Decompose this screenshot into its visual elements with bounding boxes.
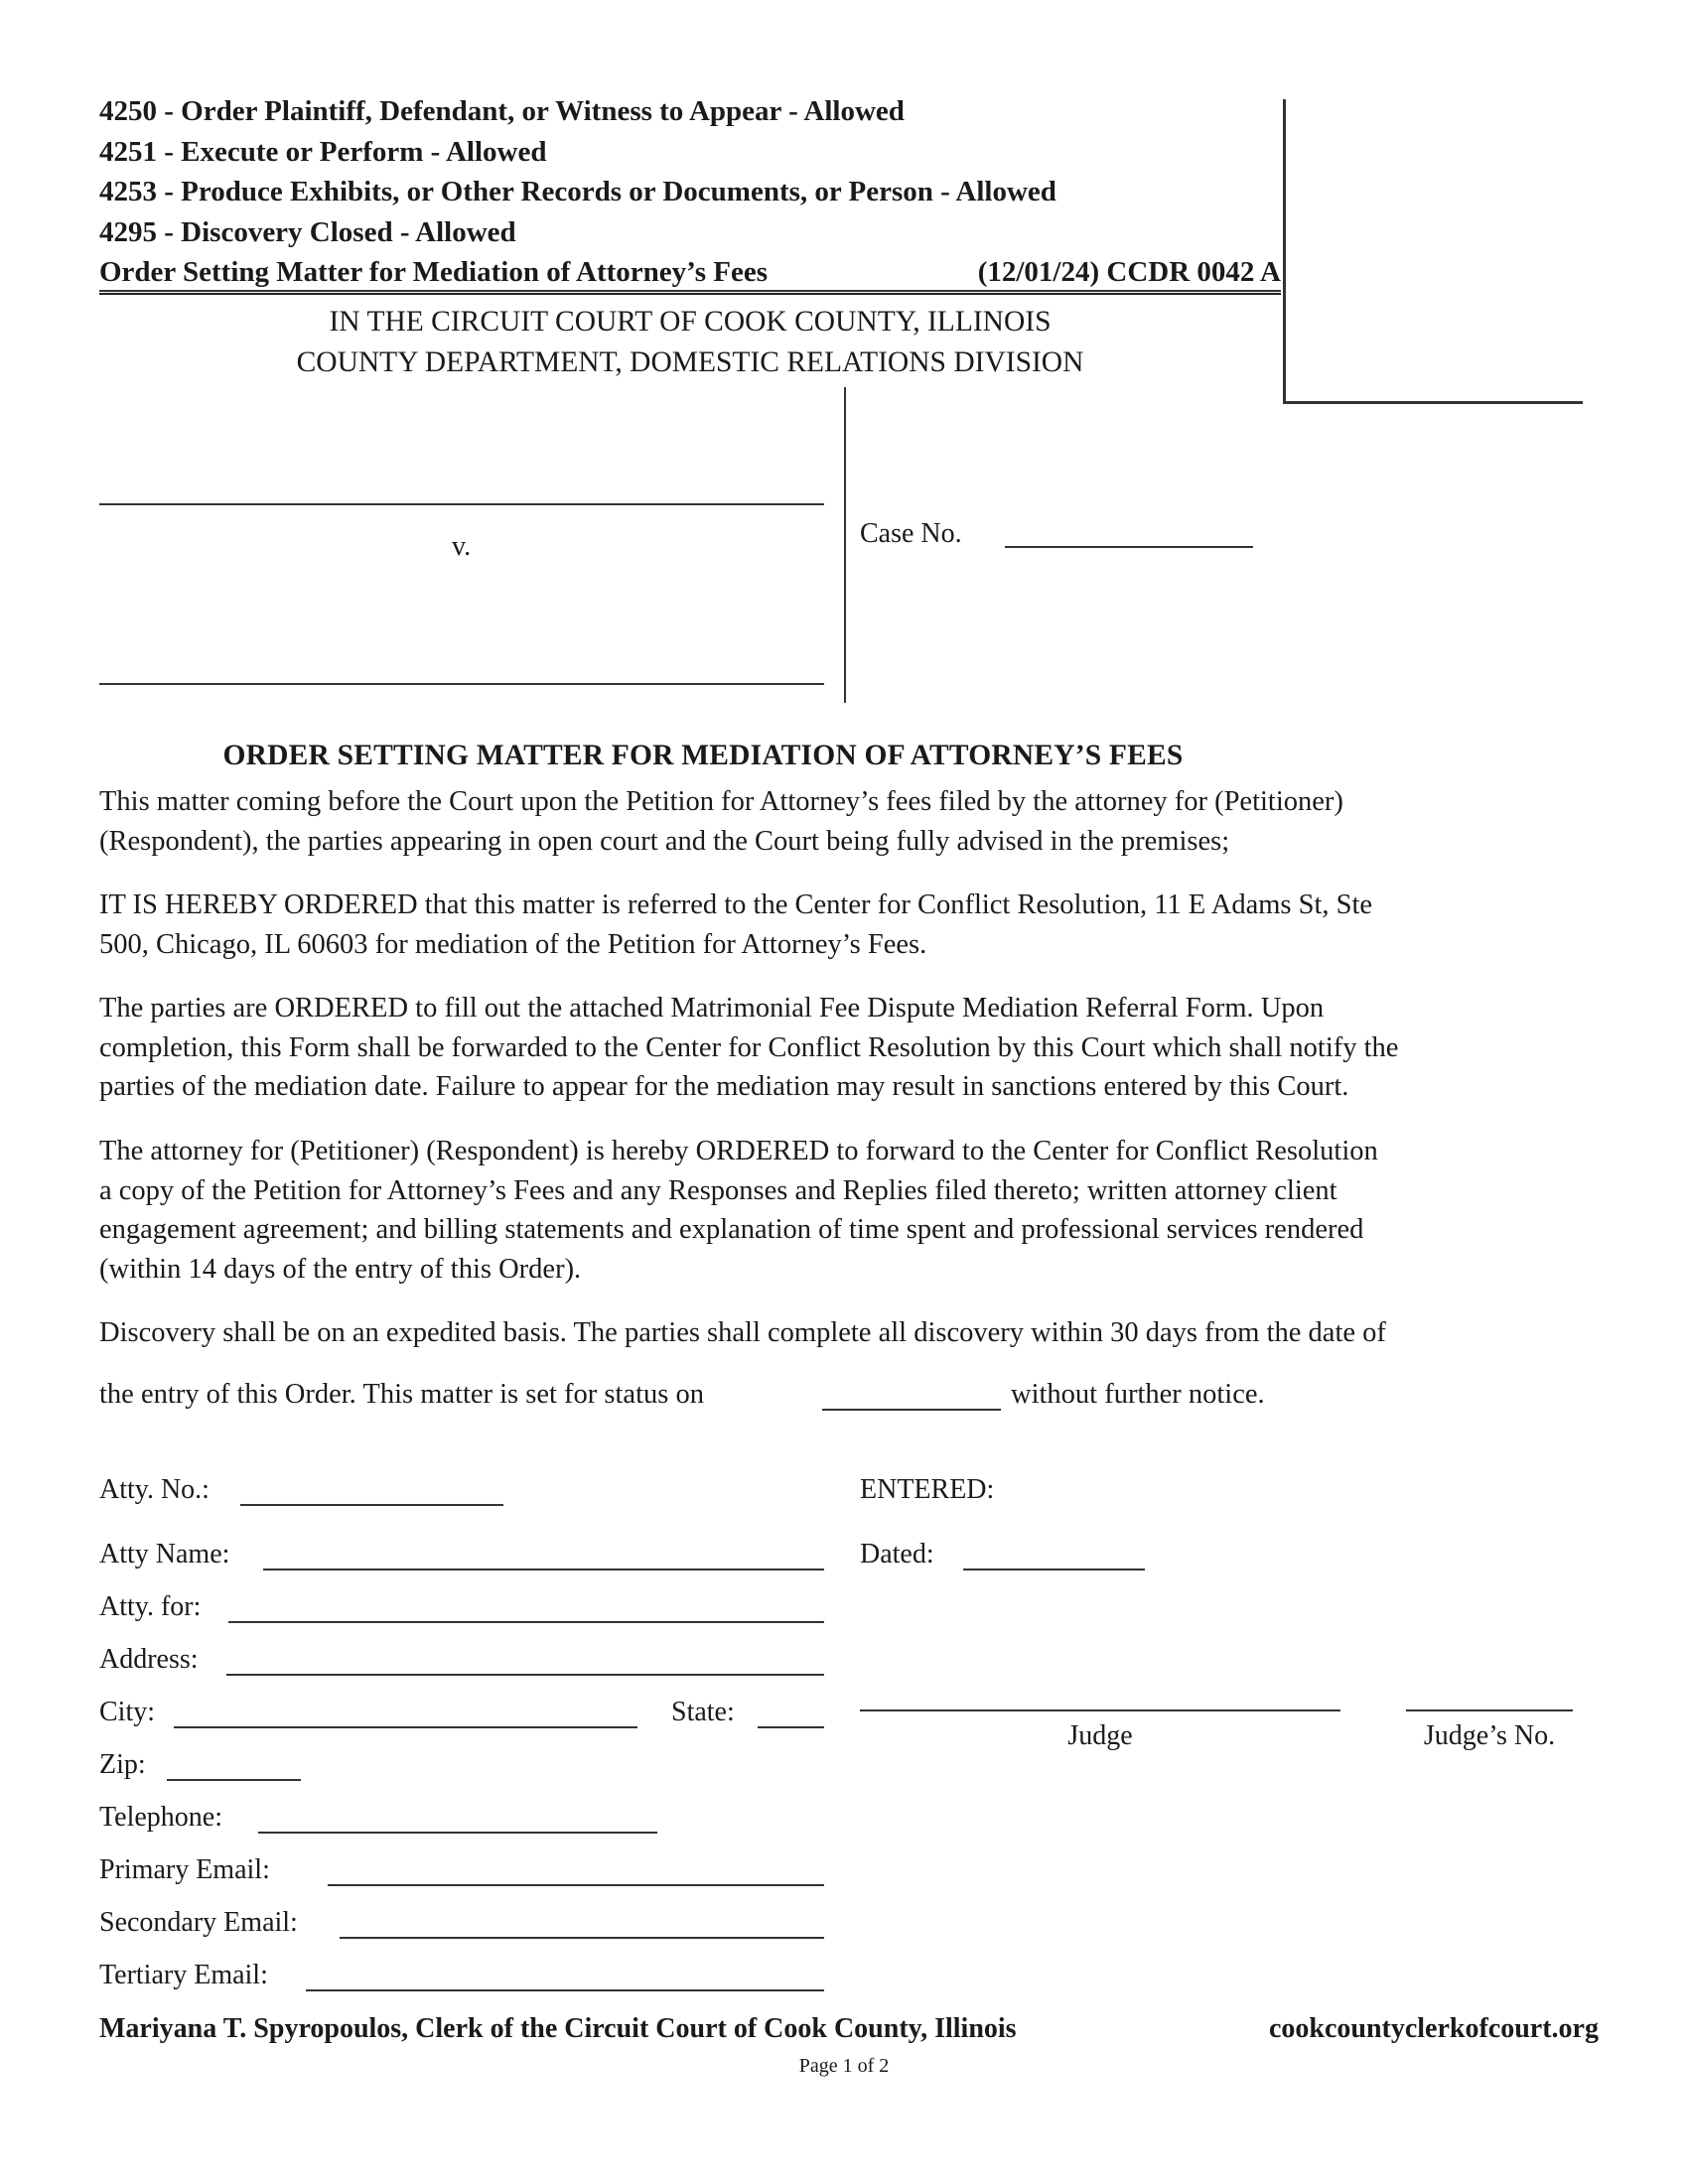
code-4251: 4251 - Execute or Perform - Allowed <box>99 135 547 168</box>
p5-line-2a: the entry of this Order. This matter is set for status on <box>99 1379 704 1410</box>
state-field[interactable] <box>758 1726 824 1728</box>
zip-field[interactable] <box>167 1779 301 1781</box>
atty-no-field[interactable] <box>240 1504 503 1506</box>
atty-no-label: Atty. No.: <box>99 1474 210 1505</box>
court-line-2: COUNTY DEPARTMENT, DOMESTIC RELATIONS DIVISION <box>296 346 1084 378</box>
court-line-1: IN THE CIRCUIT COURT OF COOK COUNTY, ILLINOIS <box>329 306 1052 338</box>
tertiary-email-label: Tertiary Email: <box>99 1960 268 1990</box>
order-title-text: ORDER SETTING MATTER FOR MEDIATION OF ATTORNEY’S FEES <box>222 740 1184 771</box>
telephone-label: Telephone: <box>99 1802 222 1833</box>
stamp-box-left-border <box>1283 99 1286 402</box>
entered-label: ENTERED: <box>860 1474 995 1505</box>
atty-for-field[interactable] <box>228 1621 824 1623</box>
p4-line-1: The attorney for (Petitioner) (Respondent) is hereby ORDERED to forward to the Center for Conflict Resolution <box>99 1136 1378 1166</box>
p2-line-1: IT IS HEREBY ORDERED that this matter is referred to the Center for Conflict Resolution, 11 E Adams St, Ste <box>99 889 1373 920</box>
footer <box>99 2013 1599 2045</box>
p4-line-4: (within 14 days of the entry of this Order). <box>99 1253 582 1285</box>
paragraph-5 <box>99 1313 1609 1353</box>
clerk-website[interactable]: cookcountyclerkofcourt.org <box>1268 2013 1599 2044</box>
page-number: Page 1 of 2 <box>798 2055 890 2077</box>
city-field[interactable] <box>174 1726 637 1728</box>
telephone-field[interactable] <box>258 1832 657 1834</box>
respondent-line[interactable] <box>99 683 824 685</box>
form-title-line <box>99 252 1281 295</box>
judge-signature-line[interactable] <box>860 1709 1340 1711</box>
judge-no-field[interactable] <box>1406 1709 1573 1711</box>
atty-name-label: Atty Name: <box>99 1539 230 1570</box>
p4-line-2: a copy of the Petition for Attorney’s Fees and any Responses and Replies filed thereto; written attorney client <box>99 1174 1337 1206</box>
primary-email-field[interactable] <box>328 1884 824 1886</box>
case-no-label: Case No. <box>860 518 962 549</box>
paragraph-4 <box>99 1132 1609 1289</box>
judge-no-label: Judge’s No. <box>1423 1720 1556 1751</box>
dated-label: Dated: <box>860 1539 934 1570</box>
petitioner-line[interactable] <box>99 503 824 505</box>
p5-line-2b: without further notice. <box>1011 1379 1265 1410</box>
primary-email-label: Primary Email: <box>99 1854 270 1885</box>
secondary-email-field[interactable] <box>340 1937 824 1939</box>
address-label: Address: <box>99 1644 199 1675</box>
p2-line-2: 500, Chicago, IL 60603 for mediation of the Petition for Attorney’s Fees. <box>99 928 927 960</box>
versus-label: v. <box>452 531 472 562</box>
dated-field[interactable] <box>963 1569 1145 1570</box>
case-no-field[interactable] <box>1005 546 1253 548</box>
atty-for-label: Atty. for: <box>99 1591 202 1622</box>
court-heading <box>99 302 1281 383</box>
paragraph-2 <box>99 886 1609 964</box>
code-4253: 4253 - Produce Exhibits, or Other Records or Documents, or Person - Allowed <box>99 176 1056 207</box>
disposition-codes <box>99 91 1281 295</box>
p3-line-3: parties of the mediation date. Failure to appear for the mediation may result in sanctions entered by this Court. <box>99 1071 1349 1102</box>
p1-line-1: This matter coming before the Court upon the Petition for Attorney’s fees filed by the attorney for (Petitioner) <box>99 786 1343 817</box>
atty-name-field[interactable] <box>263 1569 824 1570</box>
order-title <box>99 740 1678 772</box>
caption-divider <box>844 387 846 703</box>
judge-label: Judge <box>1067 1720 1133 1751</box>
p1-line-2: (Respondent), the parties appearing in open court and the Court being fully advised in the premises; <box>99 825 1230 857</box>
city-label: City: <box>99 1697 156 1727</box>
code-4250: 4250 - Order Plaintiff, Defendant, or Witness to Appear - Allowed <box>99 95 905 127</box>
p4-line-3: engagement agreement; and billing statements and explanation of time spent and professional services rendered <box>99 1214 1364 1245</box>
p3-line-2: completion, this Form shall be forwarded to the Center for Conflict Resolution by this Court which shall notify the <box>99 1031 1399 1063</box>
state-label: State: <box>671 1697 735 1727</box>
form-title: Order Setting Matter for Mediation of Attorney’s Fees <box>99 256 769 288</box>
status-date-field[interactable] <box>822 1409 1001 1411</box>
zip-label: Zip: <box>99 1749 146 1780</box>
header-rule <box>99 290 1281 292</box>
p5-line-1: Discovery shall be on an expedited basis. The parties shall complete all discovery within 30 days from the date of <box>99 1317 1386 1348</box>
stamp-box-bottom-border <box>1283 401 1583 404</box>
clerk-name: Mariyana T. Spyropoulos, Clerk of the Circuit Court of Cook County, Illinois <box>99 2013 1017 2044</box>
p3-line-1: The parties are ORDERED to fill out the attached Matrimonial Fee Dispute Mediation Referral Form. Upon <box>99 993 1325 1024</box>
address-field[interactable] <box>226 1674 824 1676</box>
tertiary-email-field[interactable] <box>306 1989 824 1991</box>
code-4295: 4295 - Discovery Closed - Allowed <box>99 215 516 248</box>
paragraph-1 <box>99 782 1609 861</box>
secondary-email-label: Secondary Email: <box>99 1907 298 1938</box>
form-code: (12/01/24) CCDR 0042 A <box>977 256 1281 288</box>
paragraph-3 <box>99 989 1609 1107</box>
